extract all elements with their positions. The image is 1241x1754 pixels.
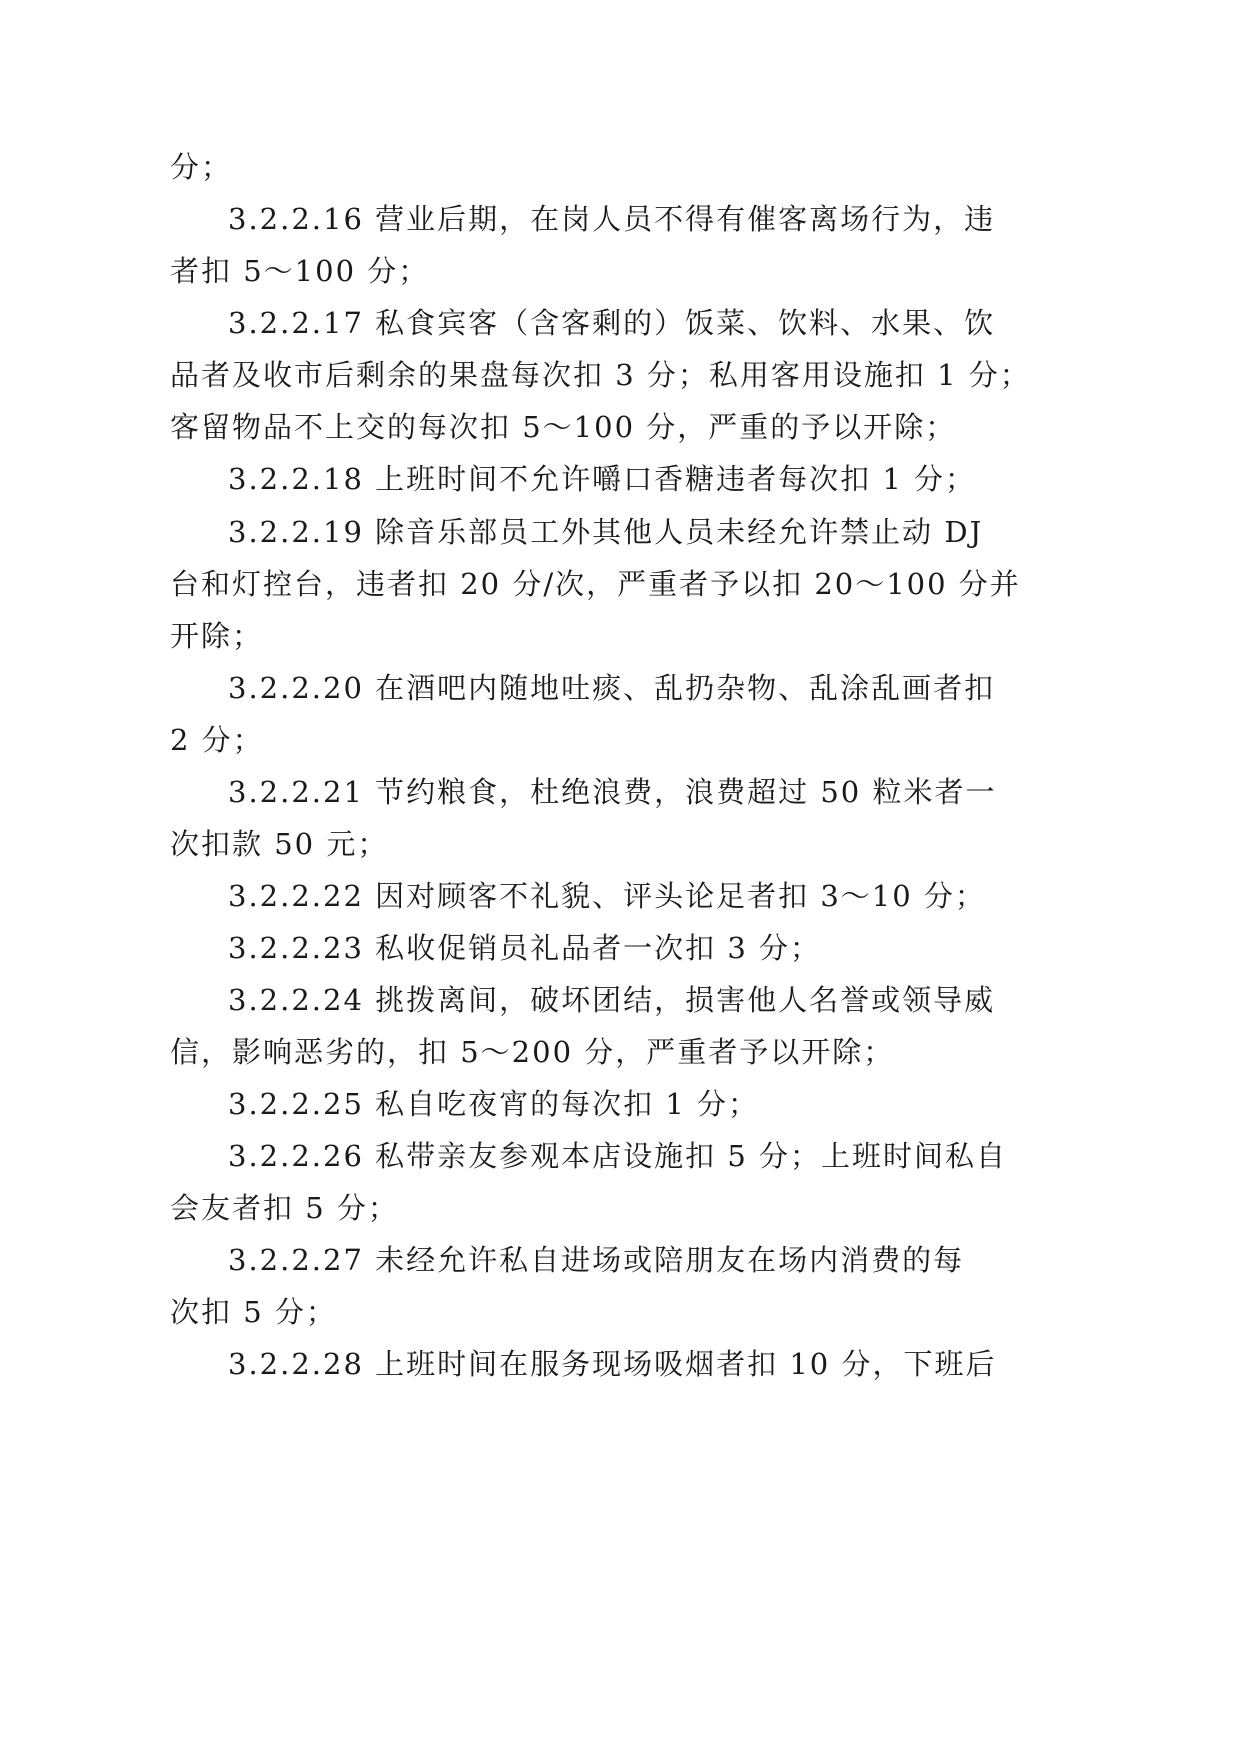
text-line: 3.2.2.25 私自吃夜宵的每次扣 1 分； [228,1087,760,1121]
text-line: 3.2.2.19 除音乐部员工外其他人员未经允许禁止动 DJ [228,515,984,549]
text-line: 3.2.2.23 私收促销员礼品者一次扣 3 分； [228,931,822,965]
text-line: 次扣 5 分； [170,1295,337,1329]
text-line: 3.2.2.24 挑拨离间，破坏团结，损害他人名誉或领导威 [228,983,996,1017]
text-line: 3.2.2.16 营业后期，在岗人员不得有催客离场行为，违 [228,202,996,236]
text-line: 者扣 5～100 分； [170,254,430,288]
text-line: 2 分； [170,723,264,757]
text-line: 台和灯控台，违者扣 20 分/次，严重者予以扣 20～100 分并 [170,567,1021,601]
text-line: 3.2.2.27 未经允许私自进场或陪朋友在场内消费的每 [228,1243,965,1277]
text-line: 3.2.2.20 在酒吧内随地吐痰、乱扔杂物、乱涂乱画者扣 [228,671,996,705]
text-line: 3.2.2.22 因对顾客不礼貌、评头论足者扣 3～10 分； [228,879,986,913]
text-line: 次扣款 50 元； [170,827,389,861]
text-line: 信，影响恶劣的，扣 5～200 分，严重者予以开除； [170,1035,895,1069]
text-line: 3.2.2.21 节约粮食，杜绝浪费，浪费超过 50 粒米者一 [228,775,997,809]
text-line: 分； [170,150,233,184]
text-line: 开除； [170,619,264,653]
text-line: 3.2.2.18 上班时间不允许嚼口香糖违者每次扣 1 分； [228,462,977,496]
text-line: 3.2.2.26 私带亲友参观本店设施扣 5 分；上班时间私自 [228,1139,1008,1173]
text-line: 会友者扣 5 分； [170,1191,399,1225]
text-line: 3.2.2.28 上班时间在服务现场吸烟者扣 10 分，下班后 [228,1347,997,1381]
text-line: 品者及收市后剩余的果盘每次扣 3 分；私用客用设施扣 1 分； [170,358,1031,392]
text-line: 客留物品不上交的每次扣 5～100 分，严重的予以开除； [170,410,957,444]
text-line: 3.2.2.17 私食宾客（含客剩的）饭菜、饮料、水果、饮 [228,306,996,340]
